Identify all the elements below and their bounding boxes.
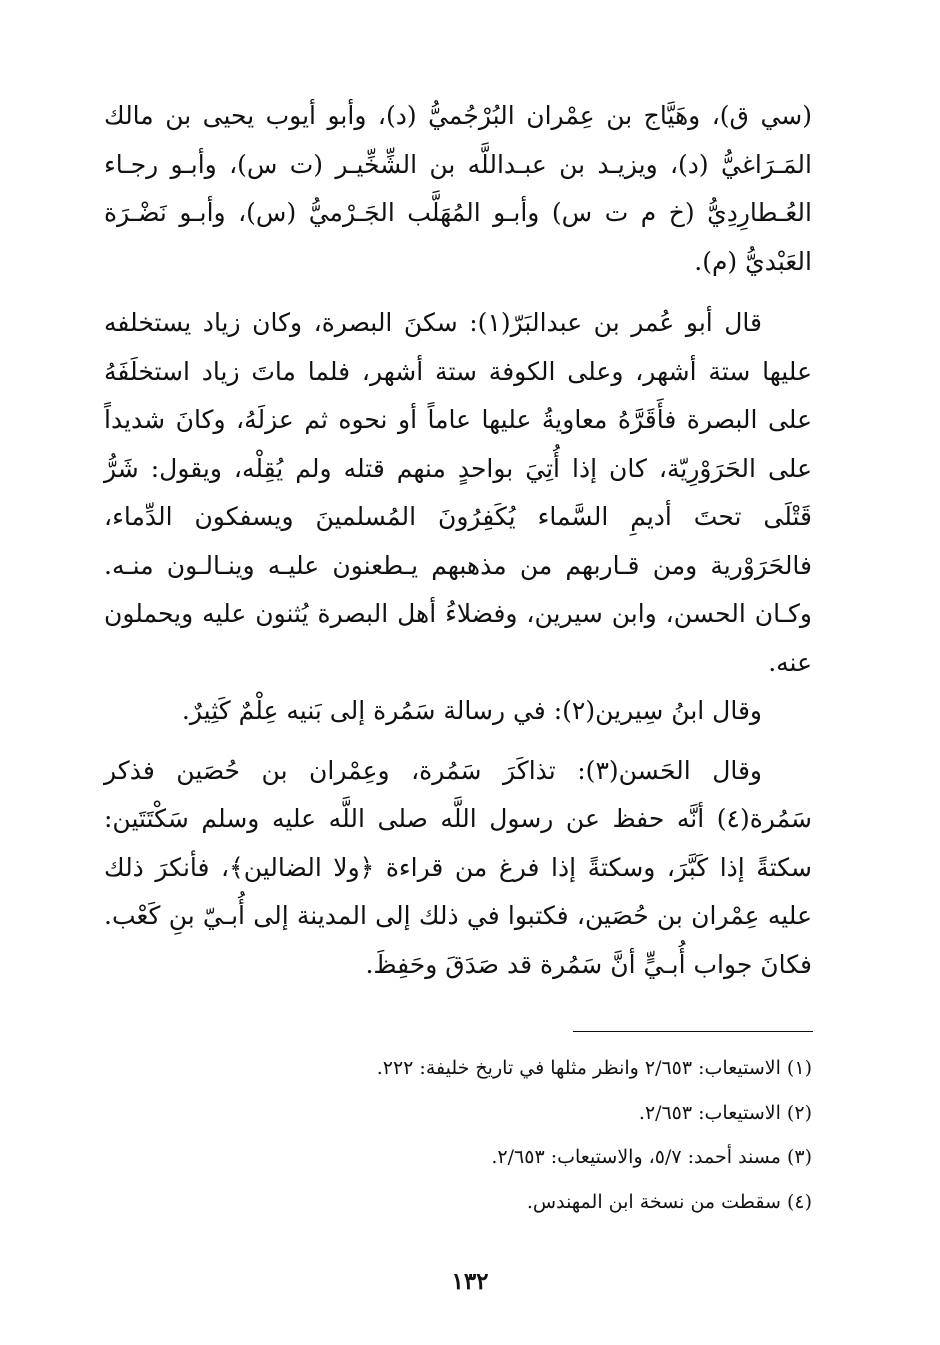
footnote-3: (٣) مسند أحمد: ٥/٧، والاستيعاب: ٢/٦٥٣.	[491, 1146, 812, 1168]
footnotes	[104, 1046, 812, 1224]
footnote-1: (١) الاستيعاب: ٢/٦٥٣ وانظر مثلها في تاريخ خليفة: ٢٢٢.	[376, 1057, 812, 1079]
footnote-2: (٢) الاستيعاب: ٢/٦٥٣.	[638, 1101, 812, 1124]
footnote-4: (٤) سقطت من نسخة ابن المهندس.	[526, 1190, 812, 1213]
footnote-divider	[573, 1031, 813, 1032]
page-number: ١٣٢	[451, 1268, 489, 1295]
paragraph-ibn-abd-al-barr: قال أبو عُمر بن عبدالبَرّ(١): سكنَ البصرة، وكان زياد يستخلفه عليها ستة أشهر، وعلى الكوفة ستة أشهر، فلما ماتَ زياد استخلَفَهُ على البصرة فأَقَرَّهُ معاويةُ عليها عاماً أو نحوه ثم عزلَهُ، وكانَ شديداً على الحَرَوْرِيّة، كان إذا أُتِيَ بواحدٍ منهم قتله ولم يُقِلْه، ويقول: شَرُّ قَتْلَى تحتَ أديمِ السَّماء يُكَفِرُونَ المُسلمينَ ويسفكون الدِّماء، فالحَرَوْرية ومن قـاربهم من مذهبهم يـطعنون عليـه وينـالـون منـه. وكـان الحسن، وابن سيرين، وفضلاءُ أهل البصرة يُثنون عليه ويحملون عنه.	[104, 308, 812, 677]
paragraph-al-hasan: وقال الحَسن(٣): تذاكَرَ سَمُرة، وعِمْران بن حُصَين فذكر سَمُرة(٤) أنَّه حفظ عن رسول اللَّه صلى اللَّه عليه وسلم سَكْتَتَين: سكتةً إذا كَبَّرَ، وسكتةً إذا فرغ من قراءة ﴿ولا الضالين﴾، فأنكرَ ذلك عليه عِمْران بن حُصَين، فكتبوا في ذلك إلى المدينة إلى أُبـيّ بنِ كَعْب. فكانَ جواب أُبـيٍّ أنَّ سَمُرة قد صَدَقَ وحَفِظَ.	[104, 755, 812, 979]
main-text	[104, 92, 812, 989]
paragraph-narrators-list: (سي ق)، وهَيَّاج بن عِمْران البُرْجُميُّ (د)، وأبو أيوب يحيى بن مالك المَـرَاغيُّ (د)، ويزيـد بن عبـداللَّه بن الشِّخِّيـر (ت س)، وأبـو رجـاء العُـطارِدِيُّ (خ م ت س) وأبـو المُهَلَّب الجَـرْميُّ (س)، وأبـو نَضْـرَة العَبْديُّ (م).	[104, 101, 812, 276]
paragraph-ibn-sirin: وقال ابنُ سِيرين(٢): في رسالة سَمُرة إلى بَنيه عِلْمٌ كَثِيرٌ.	[181, 696, 762, 725]
